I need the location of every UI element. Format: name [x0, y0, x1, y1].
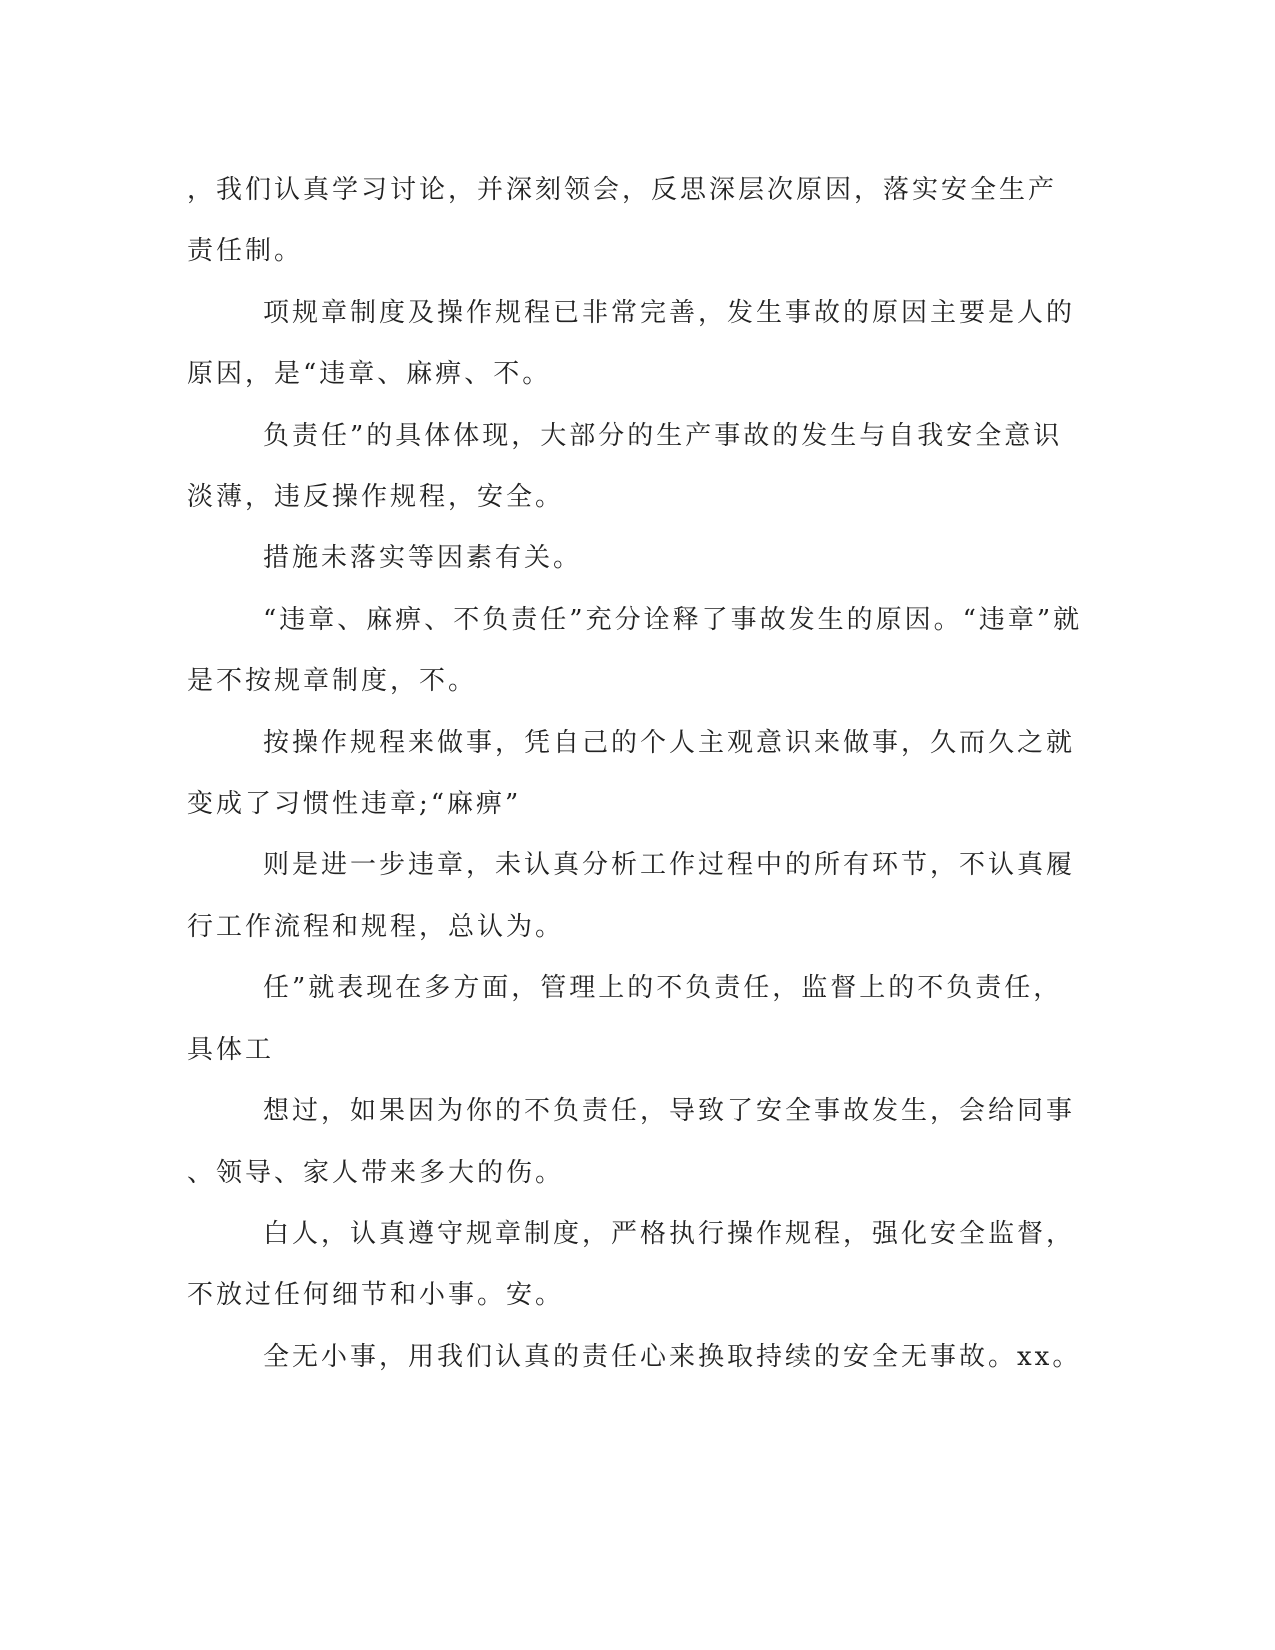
text-line: 按操作规程来做事，凭自己的个人主观意识来做事，久而久之就 [263, 727, 1076, 758]
text-line: ，我们认真学习讨论，并深刻领会，反思深层次原因，落实安全生产 [187, 175, 1058, 205]
text-line: 淡薄，违反操作规程，安全。 [187, 482, 565, 513]
text-line: 责任制。 [187, 236, 304, 267]
text-line: 具体工 [187, 1034, 275, 1065]
text-line: 变成了习惯性违章;“麻痹” [187, 789, 522, 820]
text-line: 项规章制度及操作规程已非常完善，发生事故的原因主要是人的 [263, 297, 1076, 328]
text-line: 不放过任何细节和小事。安。 [187, 1280, 565, 1311]
text-line: 白人，认真遵守规章制度，严格执行操作规程，强化安全监督， [263, 1218, 1076, 1249]
text-line: 全无小事，用我们认真的责任心来换取持续的安全无事故。xx。 [263, 1341, 1082, 1372]
text-line: 行工作流程和规程，总认为。 [187, 911, 565, 942]
text-line: 是不按规章制度，不。 [187, 666, 478, 697]
text-line: 、领导、家人带来多大的伤。 [187, 1157, 565, 1188]
text-line: 想过，如果因为你的不负责任，导致了安全事故发生，会给同事 [263, 1096, 1076, 1127]
text-line: “违章、麻痹、不负责任”充分诠释了事故发生的原因。“违章”就 [263, 604, 1083, 635]
text-line: 任”就表现在多方面，管理上的不负责任，监督上的不负责任， [263, 973, 1063, 1004]
document-body [187, 160, 1087, 1388]
text-line: 负责任”的具体体现，大部分的生产事故的发生与自我安全意识 [263, 420, 1063, 451]
text-line: 则是进一步违章，未认真分析工作过程中的所有环节，不认真履 [263, 850, 1076, 881]
text-line: 措施未落实等因素有关。 [263, 543, 583, 574]
text-line: 原因，是“违章、麻痹、不。 [187, 359, 552, 390]
